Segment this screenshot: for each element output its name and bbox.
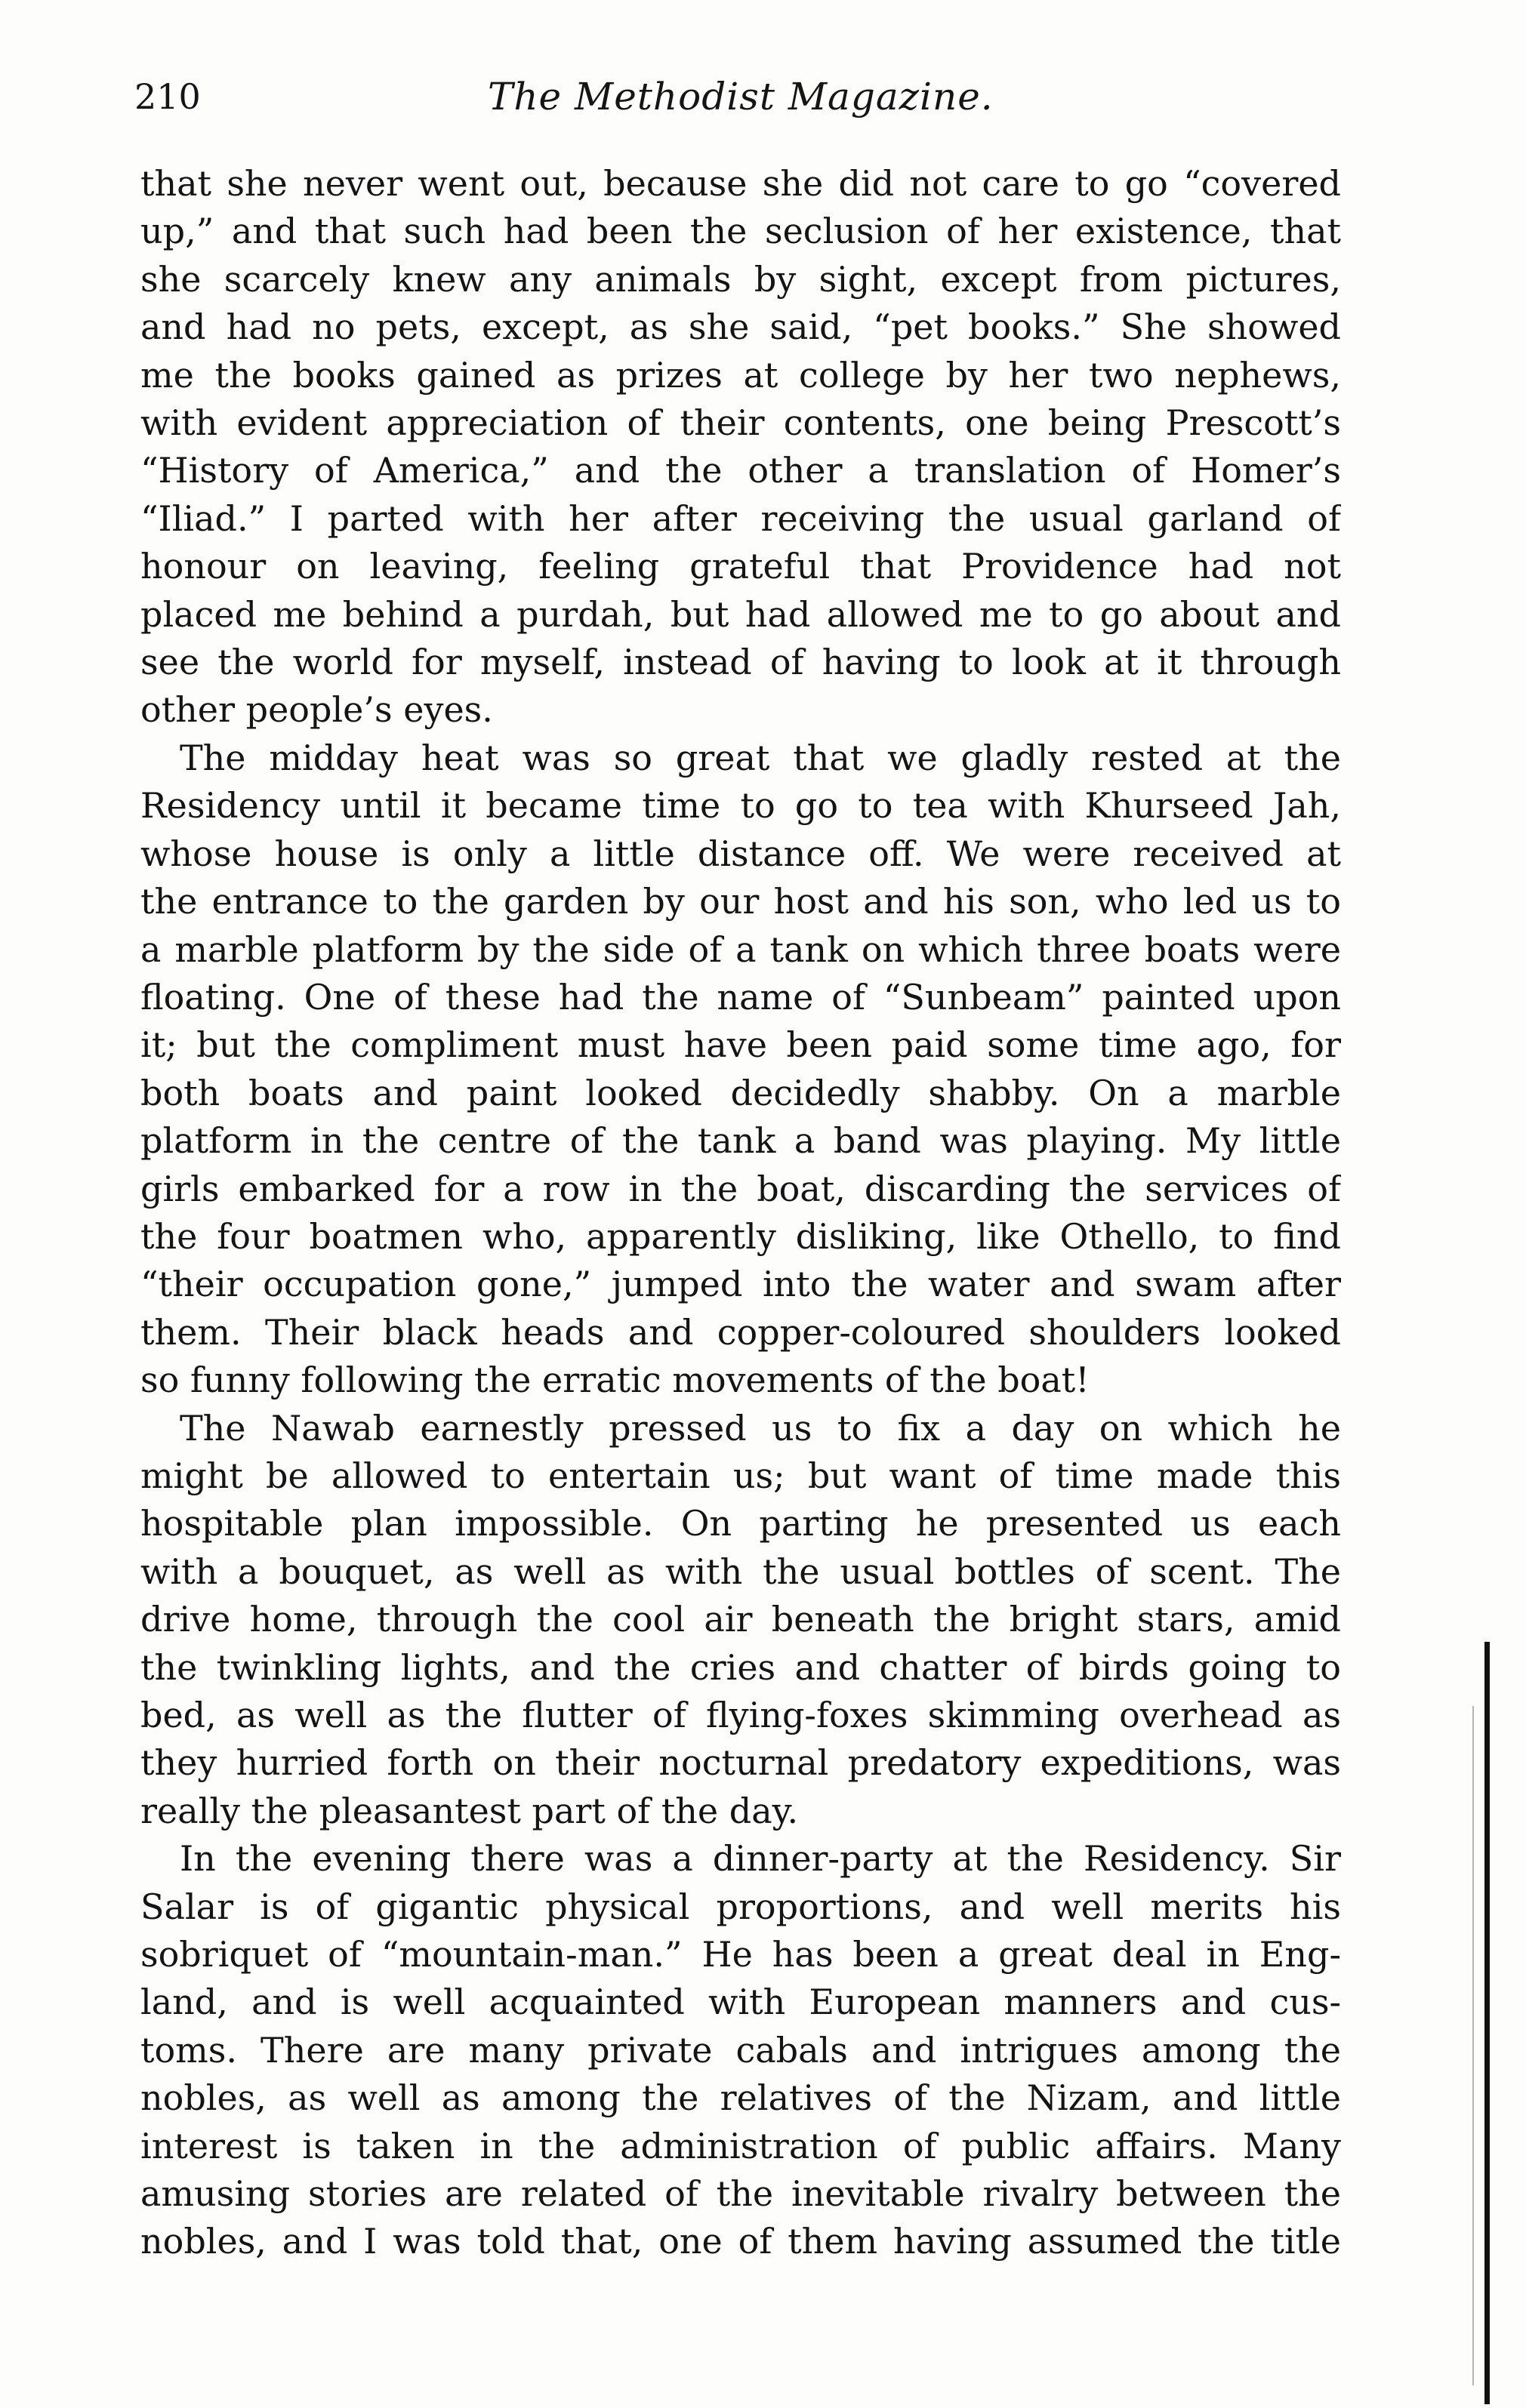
text-line: honour on leaving, feeling grateful that Providence had not: [140, 546, 1341, 587]
text-line: Residency until it became time to go to tea with Khurseed Jah,: [140, 785, 1341, 827]
text-line: with a bouquet, as well as with the usual bottles of scent. The: [140, 1550, 1341, 1592]
text-line: she scarcely knew any animals by sight, except from pictures,: [140, 258, 1341, 300]
text-line: other people’s eyes.: [140, 689, 493, 731]
text-line: whose house is only a little distance off. We were received at: [140, 833, 1341, 874]
text-line: placed me behind a purdah, but had allowed me to go about and: [140, 593, 1341, 635]
running-title: The Methodist Magazine.: [488, 75, 994, 119]
text-line: the twinkling lights, and the cries and chatter of birds going to: [140, 1646, 1341, 1688]
paragraph: [140, 734, 1341, 1405]
text-line: nobles, and I was told that, one of them having assumed the title: [140, 2221, 1341, 2262]
text-line: hospitable plan impossible. On parting he presented us each: [140, 1503, 1341, 1544]
text-line: sobriquet of “mountain-man.” He has been a great deal in Eng-: [140, 1934, 1341, 1975]
text-line: amusing stories are related of the inevitable rivalry between the: [140, 2173, 1341, 2215]
text-line: see the world for myself, instead of having to look at it through: [140, 642, 1341, 683]
paragraph: [140, 1405, 1341, 1836]
text-line: Salar is of gigantic physical proportions, and well merits his: [140, 1886, 1341, 1927]
text-line: and had no pets, except, as she said, “pet books.” She showed: [140, 306, 1341, 348]
page-header: [134, 66, 1343, 127]
text-line: so funny following the erratic movements of the boat!: [140, 1360, 1090, 1401]
text-line: platform in the centre of the tank a band was playing. My little: [140, 1120, 1341, 1162]
text-line: “History of America,” and the other a translation of Homer’s: [140, 450, 1341, 491]
text-line: toms. There are many private cabals and intrigues among the: [140, 2029, 1341, 2071]
binding-edge-shadow-faint: [1472, 1706, 1474, 2385]
text-line: “their occupation gone,” jumped into the water and swam after: [140, 1264, 1341, 1305]
text-line: bed, as well as the flutter of flying-foxes skimming overhead as: [140, 1695, 1341, 1735]
text-line: the four boatmen who, apparently disliking, like Othello, to find: [140, 1215, 1341, 1257]
text-line: them. Their black heads and copper-coloured shoulders looked: [140, 1311, 1341, 1353]
text-line: interest is taken in the administration of public affairs. Many: [140, 2125, 1341, 2166]
text-line: a marble platform by the side of a tank on which three boats were: [140, 928, 1341, 970]
binding-edge-shadow: [1484, 1642, 1490, 2404]
text-line: that she never went out, because she did not care to go “covered: [140, 163, 1341, 204]
text-line: The midday heat was so great that we gladly rested at the: [180, 737, 1341, 778]
text-line: “Iliad.” I parted with her after receiving the usual garland of: [140, 497, 1341, 539]
text-line: it; but the compliment must have been paid some time ago, for: [140, 1024, 1341, 1066]
text-line: In the evening there was a dinner-party at the Residency. Sir: [180, 1838, 1341, 1880]
text-line: the entrance to the garden by our host and his son, who led us to: [140, 881, 1341, 922]
paragraph: [140, 160, 1341, 734]
text-line: they hurried forth on their nocturnal predatory expeditions, was: [140, 1742, 1341, 1784]
text-line: The Nawab earnestly pressed us to fix a day on which he: [180, 1407, 1341, 1449]
text-line: really the pleasantest part of the day.: [140, 1790, 799, 1831]
text-line: drive home, through the cool air beneath the bright stars, amid: [140, 1599, 1341, 1640]
text-line: might be allowed to entertain us; but want of time made this: [140, 1455, 1341, 1496]
text-line: nobles, as well as among the relatives of the Nizam, and little: [140, 2077, 1341, 2119]
article-body: [140, 160, 1341, 2266]
text-line: with evident appreciation of their contents, one being Prescott’s: [140, 402, 1341, 444]
text-line: girls embarked for a row in the boat, discarding the services of: [140, 1168, 1341, 1209]
paragraph: [140, 1835, 1341, 2266]
text-line: land, and is well acquainted with European manners and cus-: [140, 1982, 1341, 2023]
text-line: floating. One of these had the name of “Sunbeam” painted upon: [140, 976, 1341, 1018]
text-line: me the books gained as prizes at college by her two nephews,: [140, 354, 1341, 396]
text-line: up,” and that such had been the seclusion of her existence, that: [140, 211, 1341, 252]
page-number: 210: [134, 76, 201, 117]
text-line: both boats and paint looked decidedly shabby. On a marble: [140, 1072, 1341, 1113]
